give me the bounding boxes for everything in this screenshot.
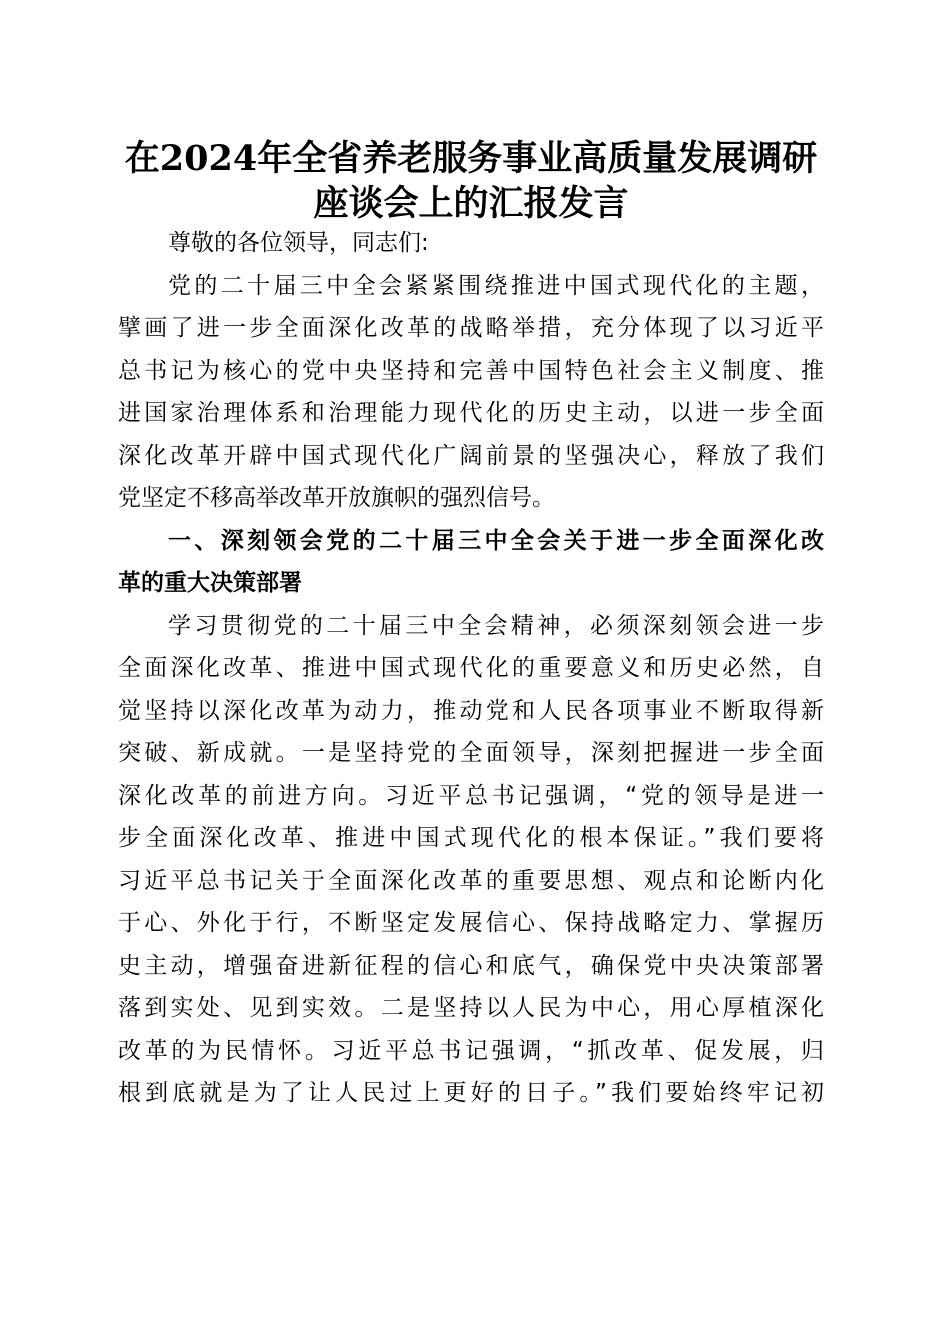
paragraph-1-line: 擘画了进一步全面深化改革的战略举措，充分体现了以习近平 [118, 315, 824, 341]
paragraph-2-line: 学习贯彻党的二十届三中全会精神，必须深刻领会进一步 [168, 612, 824, 639]
paragraph-2-line: 习近平总书记关于全面深化改革的重要思想、观点和论断内化 [118, 867, 824, 894]
salutation: 尊敬的各位领导，同志们: [168, 230, 429, 256]
paragraph-2 [118, 605, 824, 1115]
paragraph-2-line: 落到实处、见到实效。二是坚持以人民为中心，用心厚植深化 [118, 995, 824, 1021]
paragraph-2-line: 深化改革的前进方向。习近平总书记强调，“党的领导是进一 [118, 782, 824, 809]
paragraph-2-line: 全面深化改革、推进中国式现代化的重要意义和历史必然，自 [118, 655, 824, 681]
paragraph-2-line: 根到底就是为了让人民过上更好的日子。”我们要始终牢记初 [118, 1080, 824, 1106]
paragraph-1-line: 总书记为核心的党中央坚持和完善中国特色社会主义制度、推 [118, 357, 824, 384]
paragraph-2-line: 于心、外化于行，不断坚定发展信心、保持战略定力、掌握历 [118, 910, 824, 936]
paragraph-2-line: 史主动，增强奋进新征程的信心和底气，确保党中央决策部署 [118, 952, 824, 979]
paragraph-2-line: 改革的为民情怀。习近平总书记强调，“抓改革、促发展，归 [118, 1037, 824, 1064]
section-heading-line: 革的重大决策部署 [118, 570, 302, 596]
document-body [118, 222, 824, 1115]
paragraph-1-line: 党的二十届三中全会紧紧围绕推进中国式现代化的主题， [168, 272, 824, 299]
paragraph-1-line: 进国家治理体系和治理能力现代化的历史主动，以进一步全面 [118, 400, 824, 426]
paragraph-2-line: 突破、新成就。一是坚持党的全面领导，深刻把握进一步全面 [118, 740, 824, 766]
title-line-1: 在2024年全省养老服务事业高质量发展调研 [124, 138, 818, 179]
document-title [118, 136, 824, 226]
paragraph-2-line: 步全面深化改革、推进中国式现代化的根本保证。”我们要将 [118, 825, 824, 851]
paragraph-1 [118, 265, 824, 520]
section-heading-1 [118, 520, 824, 605]
paragraph-2-line: 觉坚持以深化改革为动力，推动党和人民各项事业不断取得新 [118, 697, 824, 724]
section-heading-line: 一、深刻领会党的二十届三中全会关于进一步全面深化改 [168, 527, 824, 554]
paragraph-1-line: 党坚定不移高举改革开放旗帜的强烈信号。 [118, 485, 555, 511]
title-line-2: 座谈会上的汇报发言 [313, 183, 629, 224]
paragraph-1-line: 深化改革开辟中国式现代化广阔前景的坚强决心，释放了我们 [118, 442, 824, 469]
